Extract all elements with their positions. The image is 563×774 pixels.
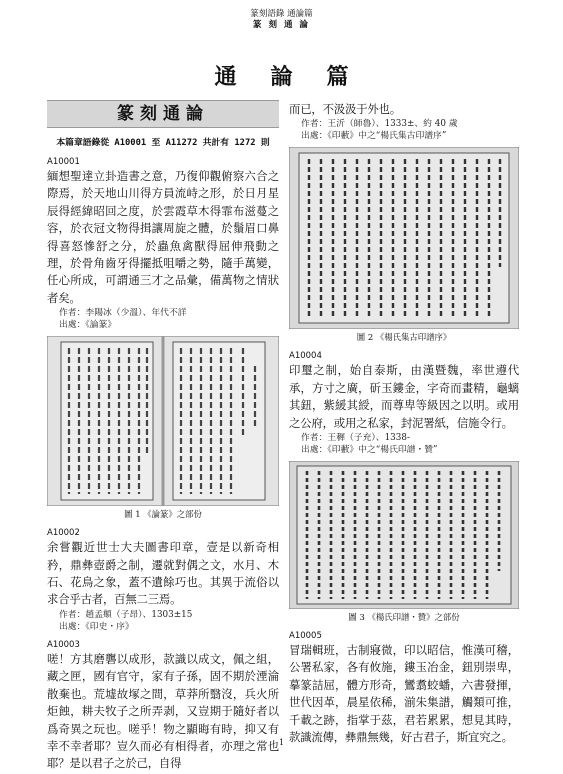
entry-id: A10002 (47, 528, 80, 539)
entry-source: 出處：《印藪》中之“楊氏集古印譜序” (301, 131, 447, 142)
entry-text: 冒瑞輯班，古制寢微，印以昭信，惟漢可稽，公署私家，各有攸施，鏤玉冶金，鈕別崇卑，摹篆詰屈，體方形奇，鸞翥蛟蟠，六書發揮，世代因革，晨星依稀，湔朱集譜，觸類可推，千載之跡，指掌于茲，君若累累，想見其時，款識流傳，彝鼎無幾，好古君子，斯宜究之。 (289, 643, 519, 745)
entry-author: 作者：李陽冰（少溫）、年代不詳 (59, 308, 187, 319)
page-title: 通論篇 (214, 64, 383, 90)
entry-author: 作者：王沂（師魯）、1333±、約 40 歲 (301, 119, 458, 130)
figure-3-caption: 圖 3 《楊氏印譜・贊》之部份 (348, 612, 460, 623)
entry-text: 余嘗觀近世士大夫圖書印章，壹是以新奇相矜，鼎彝壺爵之制，遷就對偶之文，水月、木石、花鳥之象，蓋不遺餘巧也。其異于流俗以求合乎古者，百無二三焉。 (47, 540, 279, 607)
entry-id: A10005 (289, 631, 322, 642)
figure-2 (289, 147, 519, 343)
running-head-subtitle: 篆 刻 通 論 (253, 20, 310, 30)
running-head (0, 9, 563, 31)
entry-id: A10004 (289, 351, 322, 362)
figure-3 (289, 461, 519, 623)
entry-source: 出處：《論篆》 (59, 320, 117, 331)
section-stat-line: 本篇章語錄從 A10001 至 A11272 共計有 1272 則 (56, 138, 270, 148)
entry-text: 印璽之制，始自泰斯，由漢暨魏，率世遵代承，方寸之廣，斫玉鏤金，字奇而畫精，龜螭其鈕，紫緩其綬，而尊卑等級因之以明。或用之公府，或用之私家，封泥署紙，信施令行。 (289, 363, 519, 430)
figure-1 (47, 336, 279, 520)
figure-2-scan-image (289, 147, 519, 329)
entry-source: 出處：《印藪》中之“楊氏印譜・贊” (301, 445, 438, 456)
entry-id: A10001 (47, 157, 80, 167)
entry-continuation: 而已，不汲汲于外也。 (289, 102, 401, 116)
section-banner: 篆刻通論 (47, 100, 279, 128)
entry-id: A10003 (47, 639, 80, 650)
page-number: 1 (278, 738, 285, 747)
figure-2-caption: 圖 2 《楊氏集古印譜序》 (356, 332, 452, 343)
entry-text: 緬想聖達立卦造書之意，乃復仰觀俯察六合之際焉，於天地山川得方員流峙之形，於日月星辰得經緯昭回之度，於雲霞草木得霏布滋蔓之容，於衣冠文物得揖讓周旋之體，於鬚眉口鼻得喜怒慘舒之分，於蟲魚禽獸得屈伸飛動之理，於骨角齒牙得擺抵咀嚼之勢，隨手萬變，任心所成，可謂通三才之品彙，備萬物之情狀者矣。 (47, 169, 279, 305)
right-column (289, 101, 519, 746)
entry-author: 作者：趙孟頫（子昂）、1303±15 (59, 609, 193, 620)
figure-1-caption: 圖 1 《論篆》之部份 (124, 509, 202, 520)
figure-3-scan-image (289, 461, 519, 609)
entry-source: 出處：《印史・序》 (59, 621, 134, 632)
figure-1-scan-image (47, 336, 279, 506)
running-head-title: 篆刻語錄 通論篇 (250, 9, 313, 19)
entry-text: 嗟！方其磨礱以成形，款識以成文，佩之組，藏之匣，國有官守，家有子孫，固不期於湮淪散棄也。荒墟故塚之間，草莽所翳沒，兵火所炬蝕，耕夫牧子之所弄剥，又豈期于隨好者以爲奇異之玩也。嗟乎！物之顯晦有時，抑又有幸不幸者耶？豈久而必有相得者，亦理之常也耶？是以君子之於己，自得 (47, 651, 279, 771)
left-column (47, 100, 279, 773)
entry-author: 作者：王穉（子充）、1338- (301, 433, 410, 444)
